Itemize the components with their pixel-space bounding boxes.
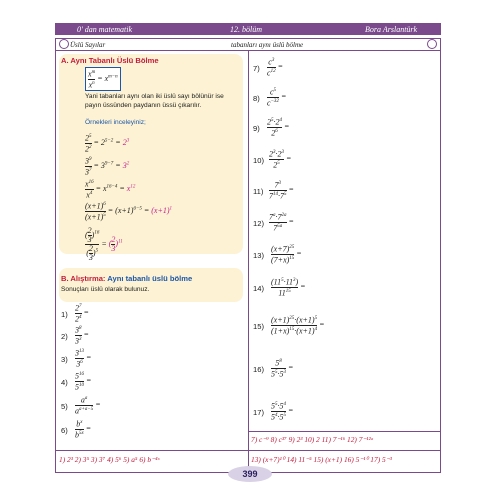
exercise-number: 7) <box>253 64 260 73</box>
exercise-number: 16) <box>253 365 264 374</box>
rule-text: Yani tabanları aynı olan iki üslü sayı bölünür ise payın üssünden paydanın üssü çıkarılır. <box>85 93 224 109</box>
answer-divider <box>248 431 440 432</box>
page-number: 399 <box>228 466 272 482</box>
binder-ring-icon <box>427 39 437 49</box>
section-b-instruction: Sonuçları üslü olarak bulunuz. <box>61 286 150 293</box>
exercise-12: $\frac{7^a\cdot 7^{2a}}{7^{5a}}$ = <box>269 212 294 233</box>
exercise-number: 12) <box>253 219 264 228</box>
exercise-number: 4) <box>61 378 68 387</box>
exercise-number: 5) <box>61 402 68 411</box>
exercise-6: $\frac{b^x}{b^{5x}}$ = <box>75 419 92 440</box>
binder-ring-icon <box>59 39 69 49</box>
exercise-1: $\frac{2^7}{2^4}$ = <box>75 303 89 324</box>
chapter-tag: Üslü Sayılar <box>70 40 106 49</box>
header-center: 12. bölüm <box>230 24 262 34</box>
exercise-number: 2) <box>61 332 68 341</box>
top-header-bar <box>55 23 441 35</box>
examples-label: Örnekleri inceleyiniz; <box>85 119 146 126</box>
answer-key-left: 1) 2³ 2) 3⁵ 3) 3⁷ 4) 5⁶ 5) a⁵ 6) b⁻⁴ˣ <box>59 455 160 464</box>
example-2: $\frac{3^9}{3^7}$ = $3^{9-7} = 3^2$ <box>85 156 130 177</box>
exercise-3: $\frac{3^{13}}{3^6}$ = <box>75 348 92 369</box>
exercise-8: $\frac{c^5}{c^{-32}}$ = <box>267 87 287 108</box>
section-a-title: A. Aynı Tabanlı Üslü Bölme <box>61 56 159 65</box>
exercise-10: $\frac{2^3\cdot 2^3}{2^5}$ = <box>269 149 292 170</box>
section-b-title: B. Alıştırma: Aynı tabanlı üslü bölme <box>61 274 193 283</box>
exercise-number: 3) <box>61 355 68 364</box>
rule-formula: $\frac{x^m}{x^n}$ = $x^{m-n}$ <box>85 67 121 91</box>
exercise-number: 15) <box>253 322 264 331</box>
exercise-14: $\frac{(11^5\cdot 11^3)}{11^{15}}$ = <box>271 277 306 298</box>
column-divider <box>248 50 249 473</box>
worksheet-page <box>55 23 441 471</box>
example-4: $\frac{(x+1)^6}{(x+1)^5}$ = $(x+1)^{6-5} = (x+1)^1$ <box>85 201 173 222</box>
exercise-number: 14) <box>253 284 264 293</box>
exercise-15: $\frac{(x+1)^{25}\cdot(x+1)^5}{(1+x)^{15}\cdot(x+1)^4}$ = <box>271 315 325 336</box>
exercise-2: $\frac{3^8}{3^3}$ = <box>75 325 89 346</box>
exercise-13: $\frac{(x+7)^{25}}{(7+x)^{15}}$ = <box>271 244 302 265</box>
exercise-number: 11) <box>253 187 264 196</box>
exercise-16: $\frac{5^8}{5^5\cdot 5^3}$ = <box>271 358 294 379</box>
exercise-number: 10) <box>253 156 264 165</box>
answer-divider <box>55 450 441 451</box>
example-5: ( $\frac{2}{3}$ )$^{16}$ ( $\frac{2}{3}$ )$^5$ = ( $\frac{2}{3}$ )$^{11}$ <box>85 226 123 262</box>
exercise-5: $\frac{a^a}{a^{a+a-5}}$ = <box>75 395 101 416</box>
exercise-number: 9) <box>253 124 260 133</box>
section-title: tabanları aynı üslü bölme <box>231 40 304 49</box>
answer-key-right-1: 7) c⁻⁹ 8) c³⁷ 9) 2³ 10) 2 11) 7⁻¹⁶ 12) 7⁻¹²ᵃ <box>251 435 374 444</box>
exercise-4: $\frac{5^{16}}{5^{10}}$ = <box>75 371 92 392</box>
exercise-9: $\frac{2^5\cdot 2^4}{2^6}$ = <box>267 117 290 138</box>
exercise-17: $\frac{5^5\cdot 5^4}{5^4\cdot 5^5}$ = <box>271 401 294 422</box>
header-left: 0' dan matematik <box>77 24 133 34</box>
example-3: $\frac{x^{16}}{x^4}$ = $x^{16-4} = x^{12}$ <box>85 179 136 200</box>
exercise-7: $\frac{c^3}{c^{12}}$ = <box>267 57 283 78</box>
answer-key-right-2: 13) (x+7)¹⁰ 14) 11⁻⁵ 15) (x+1) 16) 5⁻¹⁰ 17) 5⁻³ <box>251 455 392 464</box>
exercise-number: 8) <box>253 94 260 103</box>
exercise-11: $\frac{7^3}{7^{14}\cdot 7^5}$ = <box>269 180 294 201</box>
example-1: $\frac{2^5}{2^2}$ = $2^{5-2} = 2^3$ <box>85 133 130 154</box>
exercise-number: 13) <box>253 251 264 260</box>
exercise-number: 17) <box>253 408 264 417</box>
header-right: Bora Arslantürk <box>365 24 418 34</box>
exercise-number: 1) <box>61 310 68 319</box>
exercise-number: 6) <box>61 426 68 435</box>
